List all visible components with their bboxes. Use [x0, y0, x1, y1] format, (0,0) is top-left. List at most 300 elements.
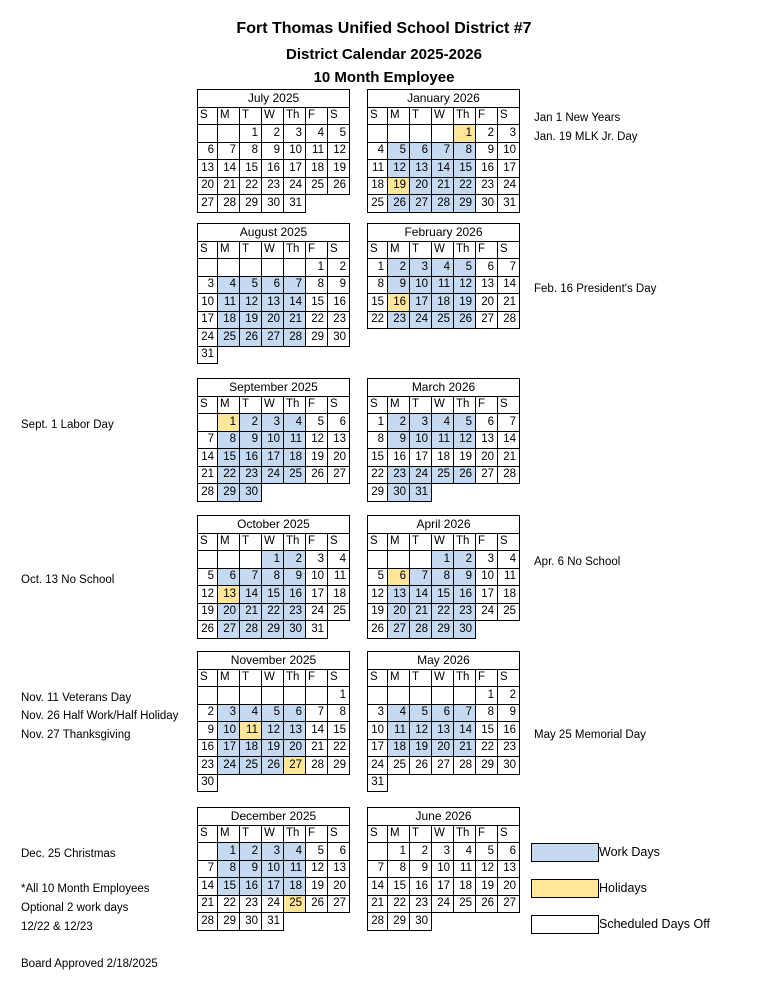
day-cell: 1 — [432, 551, 454, 569]
day-cell: 6 — [476, 259, 498, 277]
day-cell: 9 — [410, 860, 432, 878]
blank-cell — [498, 621, 520, 639]
day-cell: 23 — [198, 757, 218, 775]
weekday-header: T — [410, 241, 432, 259]
weekday-header: Th — [284, 241, 306, 259]
day-cell: 24 — [198, 329, 218, 347]
day-cell: 27 — [218, 621, 240, 639]
legend-swatch-holiday — [531, 879, 599, 898]
blank-cell — [410, 125, 432, 143]
weekday-header: M — [388, 241, 410, 259]
day-cell: 17 — [262, 878, 284, 896]
weekday-header: F — [476, 669, 498, 687]
day-cell: 23 — [240, 466, 262, 484]
day-cell: 17 — [410, 449, 432, 467]
day-cell: 13 — [476, 431, 498, 449]
month-calendar — [367, 89, 520, 213]
weekday-header: M — [388, 107, 410, 125]
blank-cell — [306, 774, 328, 792]
weekday-header: S — [198, 107, 218, 125]
blank-cell — [328, 195, 350, 213]
blank-cell — [432, 913, 454, 931]
day-cell: 17 — [262, 449, 284, 467]
day-cell: 26 — [454, 311, 476, 329]
day-cell: 21 — [368, 895, 388, 913]
day-cell: 28 — [454, 757, 476, 775]
day-cell: 22 — [328, 739, 350, 757]
day-cell: 18 — [306, 160, 328, 178]
day-cell: 14 — [240, 586, 262, 604]
day-cell: 5 — [476, 843, 498, 861]
day-cell: 26 — [240, 329, 262, 347]
blank-cell — [218, 125, 240, 143]
day-cell: 18 — [240, 739, 262, 757]
day-cell: 27 — [498, 895, 520, 913]
day-cell: 27 — [328, 466, 350, 484]
blank-cell — [240, 551, 262, 569]
day-cell: 23 — [498, 739, 520, 757]
day-cell: 31 — [410, 484, 432, 502]
day-cell: 20 — [328, 449, 350, 467]
day-cell: 2 — [410, 843, 432, 861]
note-christmas: Dec. 25 Christmas — [21, 848, 116, 860]
weekday-header: S — [328, 396, 350, 414]
day-cell: 3 — [498, 125, 520, 143]
weekday-header: S — [368, 241, 388, 259]
day-cell: 9 — [454, 568, 476, 586]
blank-cell — [410, 687, 432, 705]
day-cell: 2 — [240, 414, 262, 432]
blank-cell — [368, 551, 388, 569]
day-cell: 11 — [432, 276, 454, 294]
day-cell: 7 — [218, 142, 240, 160]
day-cell: 13 — [198, 160, 218, 178]
day-cell: 23 — [454, 603, 476, 621]
blank-cell — [240, 687, 262, 705]
day-cell: 9 — [476, 142, 498, 160]
day-cell: 16 — [262, 160, 284, 178]
blank-cell — [454, 774, 476, 792]
day-cell: 29 — [306, 329, 328, 347]
blank-cell — [432, 774, 454, 792]
day-cell: 10 — [432, 860, 454, 878]
day-cell: 19 — [262, 739, 284, 757]
note-veterans-day: Nov. 11 Veterans Day — [21, 692, 132, 704]
day-cell: 6 — [432, 704, 454, 722]
day-cell: 10 — [198, 294, 218, 312]
weekday-header: W — [262, 825, 284, 843]
day-cell: 19 — [454, 449, 476, 467]
day-cell: 6 — [410, 142, 432, 160]
weekday-header: Th — [454, 825, 476, 843]
day-cell: 11 — [368, 160, 388, 178]
blank-cell — [328, 774, 350, 792]
day-cell: 11 — [454, 860, 476, 878]
day-cell: 5 — [454, 414, 476, 432]
day-cell: 8 — [368, 276, 388, 294]
day-cell: 1 — [368, 414, 388, 432]
day-cell: 3 — [306, 551, 328, 569]
month-name: December 2025 — [198, 808, 350, 826]
day-cell: 6 — [328, 843, 350, 861]
month-name: June 2026 — [368, 808, 520, 826]
day-cell: 19 — [240, 311, 262, 329]
day-cell: 24 — [284, 177, 306, 195]
day-cell: 16 — [198, 739, 218, 757]
day-cell: 14 — [498, 276, 520, 294]
day-cell: 20 — [476, 449, 498, 467]
day-cell: 13 — [498, 860, 520, 878]
weekday-header: F — [476, 396, 498, 414]
day-cell: 23 — [476, 177, 498, 195]
day-cell: 30 — [284, 621, 306, 639]
day-cell: 30 — [454, 621, 476, 639]
note-mlk-day: Jan. 19 MLK Jr. Day — [534, 131, 638, 143]
weekday-header: F — [306, 107, 328, 125]
day-cell: 12 — [454, 276, 476, 294]
weekday-header: T — [240, 533, 262, 551]
day-cell: 4 — [328, 551, 350, 569]
note-new-years: Jan 1 New Years — [534, 112, 621, 124]
day-cell: 28 — [240, 621, 262, 639]
day-cell: 8 — [454, 142, 476, 160]
day-cell: 18 — [218, 311, 240, 329]
blank-cell — [218, 687, 240, 705]
day-cell: 12 — [306, 431, 328, 449]
day-cell: 5 — [368, 568, 388, 586]
blank-cell — [476, 774, 498, 792]
weekday-header: Th — [284, 669, 306, 687]
day-cell: 11 — [432, 431, 454, 449]
day-cell: 7 — [498, 414, 520, 432]
day-cell: 8 — [306, 276, 328, 294]
day-cell: 4 — [306, 125, 328, 143]
day-cell: 18 — [432, 294, 454, 312]
month-name: November 2025 — [198, 652, 350, 670]
day-cell: 11 — [284, 860, 306, 878]
weekday-header: S — [498, 825, 520, 843]
day-cell: 10 — [368, 722, 388, 740]
blank-cell — [262, 774, 284, 792]
weekday-header: F — [306, 669, 328, 687]
day-cell: 26 — [454, 466, 476, 484]
weekday-header: S — [328, 107, 350, 125]
day-cell: 25 — [432, 466, 454, 484]
day-cell: 24 — [410, 311, 432, 329]
day-cell: 10 — [262, 431, 284, 449]
blank-cell — [410, 774, 432, 792]
day-cell: 26 — [306, 466, 328, 484]
note-presidents-day: Feb. 16 President's Day — [534, 283, 657, 295]
weekday-header: W — [262, 533, 284, 551]
day-cell: 16 — [240, 449, 262, 467]
day-cell: 14 — [454, 722, 476, 740]
weekday-header: W — [432, 669, 454, 687]
day-cell: 28 — [368, 913, 388, 931]
blank-cell — [284, 346, 306, 364]
day-cell: 17 — [410, 294, 432, 312]
day-cell: 3 — [410, 259, 432, 277]
day-cell: 4 — [368, 142, 388, 160]
day-cell: 18 — [454, 878, 476, 896]
day-cell: 19 — [198, 603, 218, 621]
day-cell: 5 — [454, 259, 476, 277]
blank-cell — [218, 259, 240, 277]
day-cell: 30 — [476, 195, 498, 213]
blank-cell — [388, 551, 410, 569]
month-name: September 2025 — [198, 379, 350, 397]
day-cell: 31 — [262, 913, 284, 931]
weekday-header: T — [240, 107, 262, 125]
day-cell: 10 — [476, 568, 498, 586]
day-cell: 14 — [218, 160, 240, 178]
day-cell: 19 — [328, 160, 350, 178]
day-cell: 27 — [198, 195, 218, 213]
weekday-header: S — [198, 669, 218, 687]
day-cell: 10 — [410, 276, 432, 294]
day-cell: 18 — [284, 449, 306, 467]
day-cell: 24 — [218, 757, 240, 775]
day-cell: 13 — [284, 722, 306, 740]
weekday-header: W — [432, 533, 454, 551]
day-cell: 3 — [368, 704, 388, 722]
day-cell: 25 — [240, 757, 262, 775]
day-cell: 25 — [218, 329, 240, 347]
day-cell: 1 — [476, 687, 498, 705]
month-calendar — [197, 223, 350, 364]
blank-cell — [306, 913, 328, 931]
day-cell: 13 — [328, 431, 350, 449]
day-cell: 26 — [262, 757, 284, 775]
day-cell: 23 — [410, 895, 432, 913]
weekday-header: F — [476, 533, 498, 551]
employee-type-heading: 10 Month Employee — [313, 69, 455, 86]
day-cell: 25 — [498, 603, 520, 621]
day-cell: 17 — [198, 311, 218, 329]
day-cell: 13 — [388, 586, 410, 604]
day-cell: 1 — [454, 125, 476, 143]
month-calendar — [367, 807, 520, 931]
day-cell: 24 — [306, 603, 328, 621]
legend-swatch-work — [531, 843, 599, 862]
weekday-header: T — [410, 825, 432, 843]
day-cell: 24 — [432, 895, 454, 913]
legend-label-work: Work Days — [599, 845, 660, 859]
day-cell: 27 — [410, 195, 432, 213]
weekday-header: S — [368, 396, 388, 414]
weekday-header: F — [476, 241, 498, 259]
day-cell: 22 — [240, 177, 262, 195]
weekday-header: M — [218, 396, 240, 414]
day-cell: 16 — [284, 586, 306, 604]
day-cell: 27 — [388, 621, 410, 639]
blank-cell — [198, 414, 218, 432]
day-cell: 11 — [218, 294, 240, 312]
day-cell: 1 — [388, 843, 410, 861]
blank-cell — [454, 484, 476, 502]
day-cell: 30 — [262, 195, 284, 213]
weekday-header: M — [218, 533, 240, 551]
weekday-header: T — [240, 241, 262, 259]
weekday-header: Th — [284, 825, 306, 843]
blank-cell — [454, 687, 476, 705]
blank-cell — [284, 687, 306, 705]
day-cell: 28 — [218, 195, 240, 213]
day-cell: 10 — [218, 722, 240, 740]
day-cell: 25 — [284, 895, 306, 913]
day-cell: 28 — [498, 311, 520, 329]
day-cell: 25 — [328, 603, 350, 621]
day-cell: 31 — [198, 346, 218, 364]
day-cell: 30 — [240, 484, 262, 502]
weekday-header: T — [410, 669, 432, 687]
day-cell: 16 — [388, 449, 410, 467]
day-cell: 31 — [498, 195, 520, 213]
weekday-header: M — [218, 825, 240, 843]
day-cell: 27 — [476, 466, 498, 484]
day-cell: 24 — [410, 466, 432, 484]
day-cell: 4 — [218, 276, 240, 294]
day-cell: 19 — [454, 294, 476, 312]
day-cell: 30 — [240, 913, 262, 931]
day-cell: 12 — [262, 722, 284, 740]
day-cell: 22 — [454, 177, 476, 195]
legend-label-holiday: Holidays — [599, 881, 647, 895]
day-cell: 16 — [410, 878, 432, 896]
month-name: July 2025 — [198, 90, 350, 108]
day-cell: 16 — [388, 294, 410, 312]
day-cell: 30 — [498, 757, 520, 775]
day-cell: 15 — [328, 722, 350, 740]
day-cell: 16 — [498, 722, 520, 740]
day-cell: 12 — [328, 142, 350, 160]
day-cell: 12 — [454, 431, 476, 449]
weekday-header: T — [240, 669, 262, 687]
day-cell: 2 — [240, 843, 262, 861]
day-cell: 6 — [328, 414, 350, 432]
day-cell: 7 — [410, 568, 432, 586]
blank-cell — [306, 687, 328, 705]
day-cell: 22 — [262, 603, 284, 621]
blank-cell — [284, 484, 306, 502]
day-cell: 8 — [218, 860, 240, 878]
day-cell: 3 — [198, 276, 218, 294]
note-apr-no-school: Apr. 6 No School — [534, 556, 621, 568]
day-cell: 21 — [306, 739, 328, 757]
legend-label-off: Scheduled Days Off — [599, 917, 710, 931]
day-cell: 11 — [328, 568, 350, 586]
weekday-header: S — [498, 533, 520, 551]
day-cell: 29 — [218, 913, 240, 931]
day-cell: 15 — [240, 160, 262, 178]
day-cell: 29 — [476, 757, 498, 775]
weekday-header: Th — [454, 241, 476, 259]
day-cell: 8 — [476, 704, 498, 722]
blank-cell — [306, 484, 328, 502]
day-cell: 11 — [306, 142, 328, 160]
day-cell: 17 — [284, 160, 306, 178]
day-cell: 7 — [432, 142, 454, 160]
day-cell: 4 — [284, 843, 306, 861]
blank-cell — [476, 484, 498, 502]
day-cell: 31 — [284, 195, 306, 213]
day-cell: 21 — [198, 895, 218, 913]
day-cell: 15 — [476, 722, 498, 740]
day-cell: 29 — [454, 195, 476, 213]
note-thanksgiving: Nov. 27 Thanksgiving — [21, 729, 131, 741]
day-cell: 4 — [498, 551, 520, 569]
blank-cell — [476, 913, 498, 931]
day-cell: 19 — [306, 449, 328, 467]
blank-cell — [198, 843, 218, 861]
weekday-header: M — [218, 241, 240, 259]
weekday-header: S — [328, 241, 350, 259]
weekday-header: S — [198, 533, 218, 551]
weekday-header: M — [388, 825, 410, 843]
day-cell: 20 — [328, 878, 350, 896]
day-cell: 9 — [262, 142, 284, 160]
day-cell: 31 — [368, 774, 388, 792]
day-cell: 26 — [328, 177, 350, 195]
day-cell: 4 — [284, 414, 306, 432]
day-cell: 22 — [476, 739, 498, 757]
day-cell: 14 — [198, 449, 218, 467]
day-cell: 22 — [218, 466, 240, 484]
day-cell: 8 — [432, 568, 454, 586]
day-cell: 10 — [498, 142, 520, 160]
day-cell: 11 — [498, 568, 520, 586]
month-calendar — [367, 651, 520, 792]
day-cell: 7 — [240, 568, 262, 586]
day-cell: 15 — [218, 449, 240, 467]
weekday-header: S — [328, 533, 350, 551]
day-cell: 15 — [306, 294, 328, 312]
blank-cell — [218, 551, 240, 569]
day-cell: 24 — [476, 603, 498, 621]
day-cell: 28 — [306, 757, 328, 775]
day-cell: 17 — [498, 160, 520, 178]
blank-cell — [262, 687, 284, 705]
day-cell: 2 — [262, 125, 284, 143]
day-cell: 11 — [388, 722, 410, 740]
day-cell: 8 — [218, 431, 240, 449]
blank-cell — [284, 913, 306, 931]
weekday-header: Th — [284, 533, 306, 551]
day-cell: 21 — [198, 466, 218, 484]
day-cell: 23 — [328, 311, 350, 329]
day-cell: 29 — [262, 621, 284, 639]
day-cell: 26 — [410, 757, 432, 775]
day-cell: 26 — [198, 621, 218, 639]
day-cell: 6 — [498, 843, 520, 861]
day-cell: 18 — [432, 449, 454, 467]
blank-cell — [388, 125, 410, 143]
day-cell: 8 — [328, 704, 350, 722]
day-cell: 26 — [368, 621, 388, 639]
day-cell: 13 — [432, 722, 454, 740]
blank-cell — [218, 774, 240, 792]
weekday-header: F — [476, 825, 498, 843]
month-calendar — [197, 515, 350, 639]
weekday-header: S — [198, 396, 218, 414]
weekday-header: W — [262, 241, 284, 259]
day-cell: 22 — [388, 895, 410, 913]
day-cell: 5 — [198, 568, 218, 586]
blank-cell — [198, 687, 218, 705]
weekday-header: M — [388, 396, 410, 414]
blank-cell — [306, 346, 328, 364]
day-cell: 13 — [410, 160, 432, 178]
